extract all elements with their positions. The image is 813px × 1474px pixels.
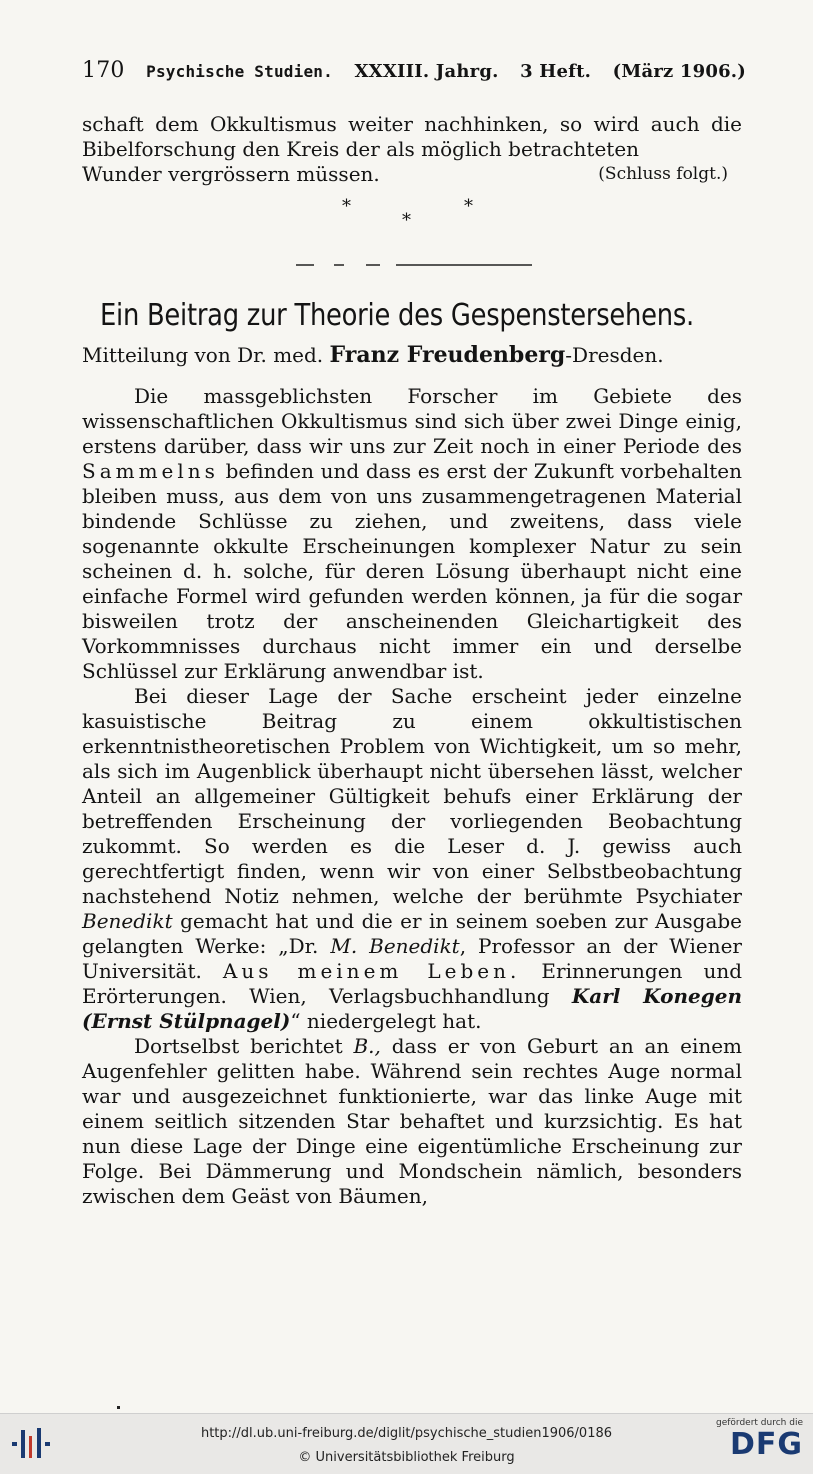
text-run: Erinnerungen und Erörterungen. Wien, Verlagsbuchhandlung <box>82 959 743 1008</box>
text-run: , Professor an der Wiener Universität. <box>82 934 742 983</box>
author-name: Franz Freudenberg <box>329 342 566 368</box>
italic-name: M. Benedikt <box>330 934 460 958</box>
article-body <box>82 384 742 1209</box>
paragraph-1 <box>82 384 742 684</box>
prev-last-line: Wunder vergrössern müssen. <box>82 162 380 186</box>
source-url[interactable]: http://dl.ub.uni-freiburg.de/diglit/psychische_studien1906/0186 <box>200 1426 613 1441</box>
text-run: Dortselbst berichtet <box>134 1034 343 1058</box>
italic-name: Benedikt <box>82 909 173 933</box>
issue-date: (März 1906.) <box>612 61 746 82</box>
paragraph-3 <box>82 1034 742 1209</box>
text-run: Die massgeblichsten Forscher im Gebiete des wissenschaftlichen Okkultismus sind sich über zwei Dinge einig, erstens darüber, dass wir uns zur Zeit noch in einer Periode des <box>82 384 742 458</box>
separator-star: * <box>342 196 351 217</box>
italic-publisher: Karl Konegen (Ernst Stülpnagel) <box>82 984 742 1033</box>
article-title: Ein Beitrag zur Theorie des Gespenstersehens. <box>100 298 694 333</box>
text-run: Bei dieser Lage der Sache erscheint jeder einzelne kasuistische Beitrag zu einem okkultistischen erkenntnistheoretischen Problem von Wichtigkeit, um so mehr, als sich im Augenblick überhaupt nicht übersehen lässt, welcher Anteil an allgemeiner Gültigkeit behufs einer Erklärung der betreffenden Erscheinung der vorliegenden Beobachtung zukommt. So werden es die Leser d. J. gewiss auch gerechtfertigt finden, wenn wir von einer Selbstbeobachtung nachstehend Notiz nehmen, welche der berühmte Psychiater <box>82 684 742 908</box>
continued-note: (Schluss folgt.) <box>598 164 728 184</box>
dfg-logo <box>715 1418 803 1470</box>
spaced-emphasis: Sammelns <box>82 459 219 483</box>
dfg-wordmark: DFG <box>729 1427 803 1462</box>
text-run: “ niedergelegt hat. <box>290 1009 482 1033</box>
dfg-caption: gefördert durch die <box>716 1418 803 1428</box>
running-header <box>82 58 746 83</box>
viewer-footer <box>0 1413 813 1474</box>
article-byline <box>82 342 752 368</box>
paragraph-2 <box>82 684 742 1034</box>
previous-article-end <box>82 112 742 187</box>
divider-rule <box>296 264 532 266</box>
section-separator <box>330 196 490 232</box>
scan-speck <box>117 1406 120 1409</box>
copyright-notice: © Universitätsbibliothek Freiburg <box>298 1450 515 1465</box>
separator-star: * <box>402 210 411 231</box>
volume: XXXIII. Jahrg. <box>354 61 499 82</box>
prev-text: schaft dem Okkultismus weiter nachhinken, so wird auch die Bibelforschung den Kreis der als möglich betrachteten <box>82 112 742 161</box>
byline-suffix: -Dresden. <box>565 343 664 367</box>
spaced-emphasis: Aus meinem Leben. <box>222 959 521 983</box>
text-run: gemacht hat und die er in seinem soeben zur Ausgabe gelangten Werke: „Dr. <box>82 909 743 958</box>
journal-name: Psychische Studien. <box>146 62 333 81</box>
byline-prefix: Mitteilung von Dr. med. <box>82 343 324 367</box>
separator-star: * <box>464 196 473 217</box>
italic-name: B., <box>353 1034 381 1058</box>
page-number: 170 <box>82 58 125 83</box>
text-run: dass er von Geburt an an einem Augenfehler gelitten habe. Während sein rechtes Auge normal war und ausgezeichnet funktionierte, war das linke Auge mit einem seitlich sitzenden Star behaftet und kurzsichtig. Es hat nun diese Lage der Dinge eine eigentümliche Erscheinung zur Folge. Bei Dämmerung und Mondschein nämlich, besonders zwischen dem Geäst von Bäumen, <box>82 1034 743 1208</box>
text-run: befinden und dass es erst der Zukunft vorbehalten bleiben muss, aus dem von uns zusammengetragenen Material bindende Schlüsse zu ziehen, und zweitens, dass viele sogenannte okkulte Erscheinungen komplexer Natur zu sein scheinen d. h. solche, für deren Lösung überhaupt nicht eine einfache Formel wird gefunden werden können, ja für die sogar bisweilen trotz der anscheinenden Gleichartigkeit des Vorkommnisses durchaus nicht immer ein und derselbe Schlüssel zur Erklärung anwendbar ist. <box>82 459 743 683</box>
issue: 3 Heft. <box>520 61 592 82</box>
